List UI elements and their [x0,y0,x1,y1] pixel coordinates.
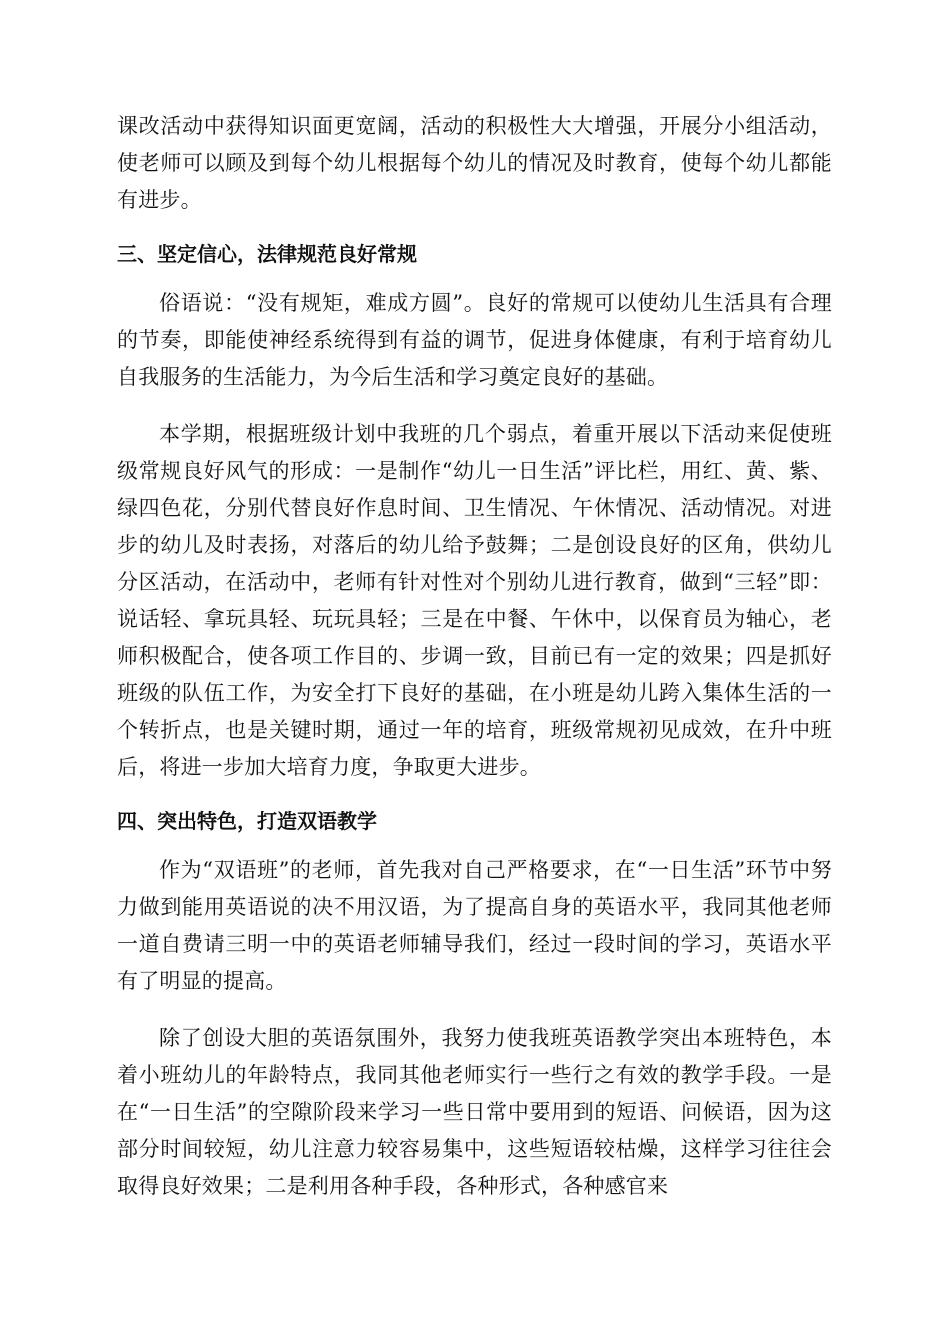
paragraph-continuation: 课改活动中获得知识面更宽阔，活动的积极性大大增强，开展分小组活动，使老师可以顾及到每个幼儿根据每个幼儿的情况及时教育，使每个幼儿都能有进步。 [117,114,832,212]
paragraph-bilingual-teacher: 作为“双语班”的老师，首先我对自己严格要求，在“一日生活”环节中努力做到能用英语说的决不用汉语，为了提高自身的英语水平，我同其他老师一道自费请三明一中的英语老师辅导我们，经过一段时间的学习，英语水平有了明显的提高。 [117,858,832,993]
document-page [117,108,832,1205]
paragraph-routine-intro: 俗语说：“没有规矩，难成方圆”。良好的常规可以使幼儿生活具有合理的节奏，即能使神经系统得到有益的调节，促进身体健康，有利于培育幼儿自我服务的生活能力，为今后生活和学习奠定良好的基础。 [117,291,832,389]
paragraph-routine-activities: 本学期，根据班级计划中我班的几个弱点，着重开展以下活动来促使班级常规良好风气的形成：一是制作“幼儿一日生活”评比栏，用红、黄、紫、绿四色花，分别代替良好作息时间、卫生情况、午休情况、活动情况。对进步的幼儿及时表扬，对落后的幼儿给予鼓舞；二是创设良好的区角，供幼儿分区活动，在活动中，老师有针对性对个别幼儿进行教育，做到“三轻”即：说话轻、拿玩具轻、玩玩具轻；三是在中餐、午休中，以保育员为轴心，老师积极配合，使各项工作目的、步调一致，目前已有一定的效果；四是抓好班级的队伍工作，为安全打下良好的基础，在小班是幼儿跨入集体生活的一个转折点，也是关键时期，通过一年的培育，班级常规初见成效，在升中班后，将进一步加大培育力度，争取更大进步。 [117,422,832,779]
paragraph-bilingual-methods: 除了创设大胆的英语氛围外，我努力使我班英语教学突出本班特色，本着小班幼儿的年龄特点，我同其他老师实行一些行之有效的教学手段。一是在“一日生活”的空隙阶段来学习一些日常中要用到的短语、问候语，因为这部分时间较短，幼儿注意力较容易集中，这些短语较枯燥，这样学习往往会取得良好效果；二是利用各种手段，各种形式，各种感官来 [117,1026,832,1198]
section-heading-3: 三、坚定信心，法律规范良好常规 [117,242,417,266]
section-heading-4: 四、突出特色，打造双语教学 [117,809,377,833]
